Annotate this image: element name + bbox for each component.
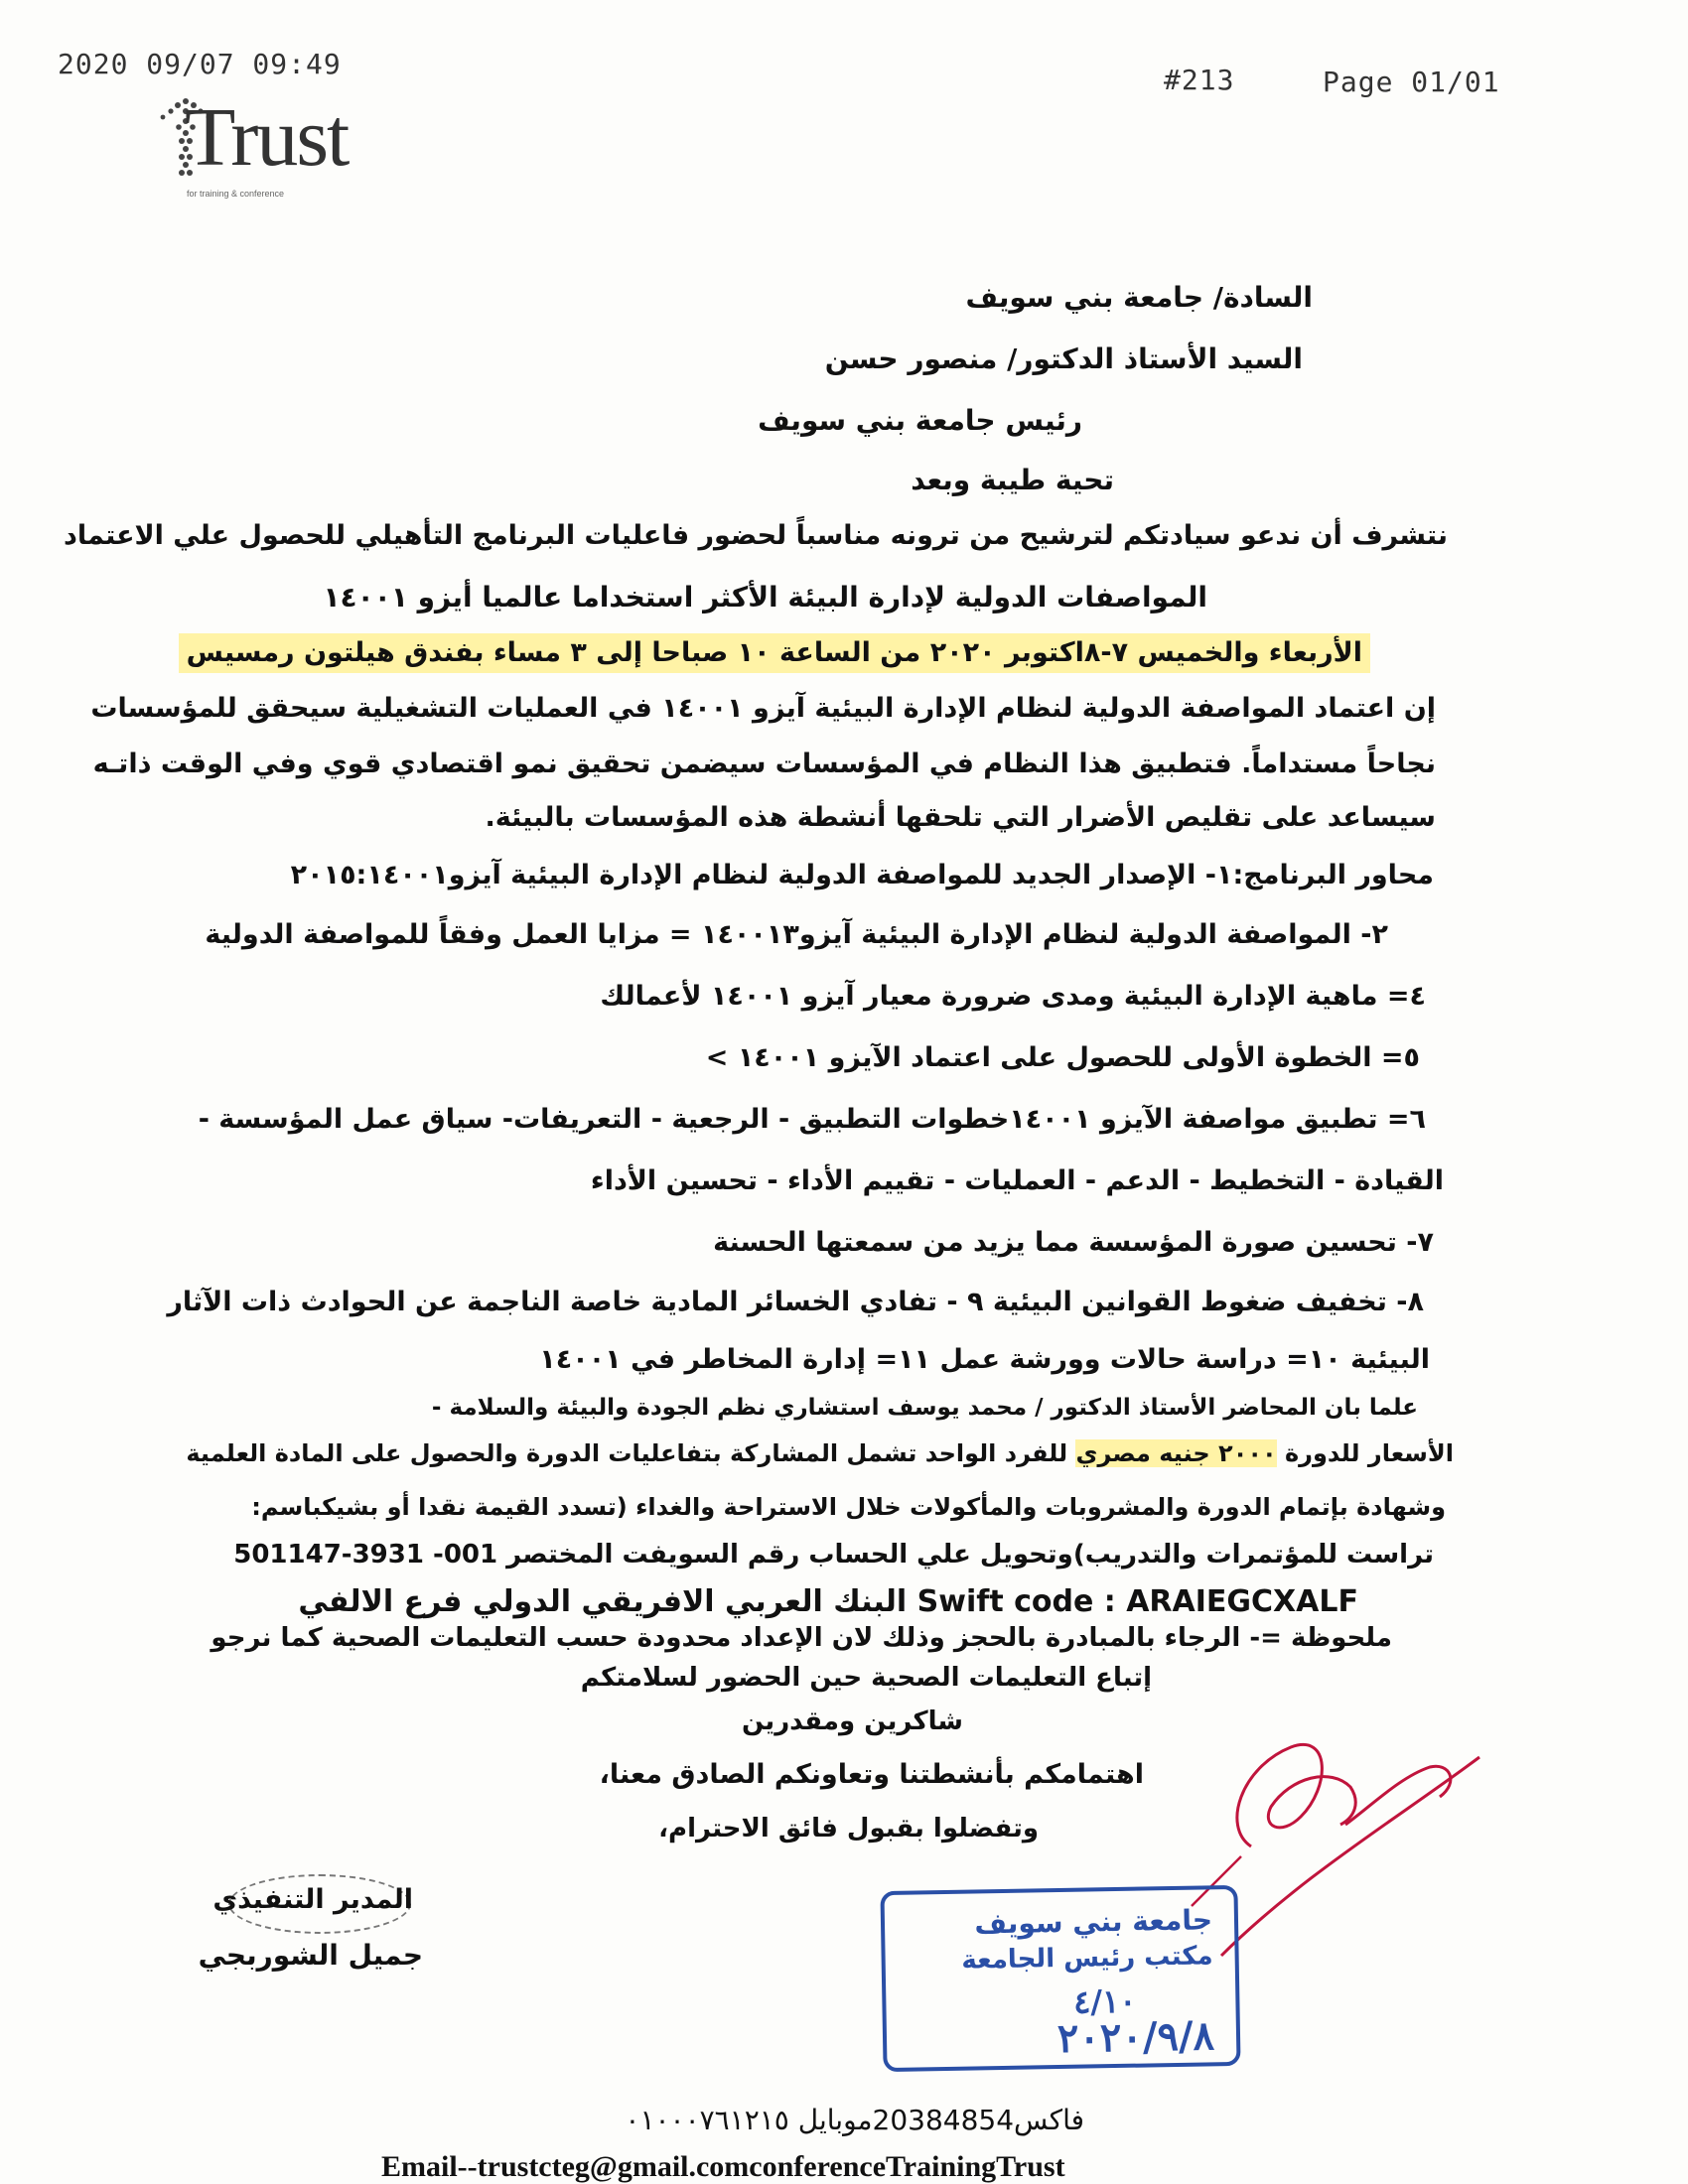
axes-item-6-continued: القيادة - التخطيط - الدعم - العمليات - تقييم الأداء - تحسين الأداء (590, 1165, 1444, 1196)
thanks-line-3: وتفضلوا بقبول فائق الاحترام، (658, 1814, 1039, 1843)
note-line-1: ملحوظة =- الرجاء بالمبادرة بالحجز وذلك لان الإعداد محدودة حسب التعليمات الصحية كما نرجو (211, 1623, 1392, 1653)
price-amount: ٢٠٠٠ جنيه مصري (1075, 1439, 1277, 1467)
addressee-line-3: رئيس جامعة بني سويف (758, 404, 1082, 437)
price-label: الأسعار للدورة (1276, 1439, 1454, 1467)
greeting: تحية طيبة وبعد (911, 464, 1114, 496)
axes-item-2: ٢- المواصفة الدولية لنظام الإدارة البيئية آيزو١٤٠٠١٣ = مزايا العمل وفقاً للمواصفة الدولية (205, 919, 1388, 950)
fax-id: #213 (1164, 64, 1235, 96)
axes-item-8-continued: البيئية ١٠= دراسة حالات وورشة عمل ١١= إدارة المخاطر في ١٤٠٠١ (539, 1344, 1430, 1375)
axes-item-8: ٨- تخفيف ضغوط القوانين البيئية ٩ - تفادي الخسائر المادية خاصة الناجمة عن الحوادث ذات الآثار (167, 1287, 1424, 1317)
axes-item-1: محاور البرنامج:١- الإصدار الجديد للمواصفة الدولية لنظام الإدارة البيئية آيزو٢٠١٥:١٤٠٠١ (290, 860, 1434, 890)
program-title: المواصفات الدولية لإدارة البيئة الأكثر استخداما عالميا أيزو ١٤٠٠١ (323, 581, 1207, 614)
footer-contact: فاكس20384854موبايل ٠١٠٠٠٧٦١٢١٥ (625, 2104, 1084, 2136)
fax-page-number: Page 01/01 (1323, 66, 1500, 98)
price-line-2: وشهادة بإتمام الدورة والمشروبات والمأكولات خلال الاستراحة والغداء (تسدد القيمة نقدا أو بشيكباسم: (251, 1493, 1446, 1521)
axes-item-4: ٤= ماهية الإدارة البيئية ومدى ضرورة معيار آيزو ١٤٠٠١ لأعمالك (600, 981, 1426, 1012)
price-description: للفرد الواحد تشمل المشاركة بتفاعليات الدورة والحصول على المادة العلمية (186, 1439, 1076, 1467)
director-title: المدير التنفيذي (212, 1884, 413, 1915)
para-line-3: سيساعد على تقليص الأضرار التي تلحقها أنشطة هذه المؤسسات بالبيئة. (485, 802, 1436, 833)
intro-line: نتشرف أن ندعو سيادتكم لترشيح من ترونه مناسباً لحضور فاعليات البرنامج التأهيلي للحصول علي الاعتماد (63, 520, 1448, 551)
addressee-line-1: السادة/ جامعة بني سويف (965, 281, 1313, 314)
stamp-office: مكتب رئيس الجامعة (961, 1941, 1213, 1976)
received-stamp (880, 1885, 1240, 2072)
addressee-line-2: السيد الأستاذ الدكتور/ منصور حسن (824, 342, 1303, 375)
note-line-2: إتباع التعليمات الصحية حين الحضور لسلامتكم (580, 1663, 1152, 1693)
para-line-2: نجاحاً مستداماً. فتطبيق هذا النظام في المؤسسات سيضمن تحقيق نمو اقتصادي قوي وفي الوقت ذاتـه (92, 749, 1436, 779)
fax-timestamp: 2020 09/07 09:49 (58, 48, 342, 80)
director-name: جميل الشوربجي (198, 1939, 423, 1972)
trust-logo (147, 87, 385, 206)
thanks-line-1: شاكرين ومقدرين (742, 1706, 963, 1736)
stamp-university: جامعة بني سويف (974, 1903, 1213, 1941)
date-venue-line: الأربعاء والخميس ٧-٨اكتوبر ٢٠٢٠ من الساعة ١٠ صباحا إلى ٣ مساء بفندق هيلتون رمسيس (179, 633, 1370, 673)
lecturer-line: علما بان المحاضر الأستاذ الدكتور / محمد يوسف استشاري نظم الجودة والبيئة والسلامة - (431, 1395, 1418, 1421)
logo-wordmark: Trust (185, 91, 349, 184)
stamp-date: ٢٠٢٠/٩/٨ (1056, 2012, 1215, 2063)
stamp-number: ٤/١٠ (1072, 1981, 1137, 2021)
axes-item-6: ٦= تطبيق مواصفة الآيزو ١٤٠٠١خطوات التطبيق - الرجعية - التعريفات- سياق عمل المؤسسة - (198, 1104, 1426, 1135)
axes-item-5: ٥= الخطوة الأولى للحصول على اعتماد الآيزو ١٤٠٠١ > (705, 1042, 1420, 1073)
price-line-1 (186, 1435, 1454, 1471)
bank-swift-line: Swift code : ARAIEGCXALF البنك العربي الافريقي الدولي فرع الالفي (298, 1584, 1358, 1619)
para-line-1: إن اعتماد المواصفة الدولية لنظام الإدارة البيئية آيزو ١٤٠٠١ في العمليات التشغيلية سيحقق للمؤسسات (90, 693, 1436, 724)
thanks-line-2: اهتمامكم بأنشطتنا وتعاونكم الصادق معنا، (599, 1759, 1144, 1790)
price-line-3: تراست للمؤتمرات والتدريب)وتحويل علي الحساب رقم السويفت المختصر 001- 3931-501147 (233, 1540, 1434, 1570)
footer-email: Email--trustcteg@gmail.comconferenceTrainingTrust (381, 2150, 1065, 2183)
logo-tagline: for training & conference (187, 189, 285, 199)
axes-item-7: ٧- تحسين صورة المؤسسة مما يزيد من سمعتها الحسنة (713, 1227, 1434, 1258)
